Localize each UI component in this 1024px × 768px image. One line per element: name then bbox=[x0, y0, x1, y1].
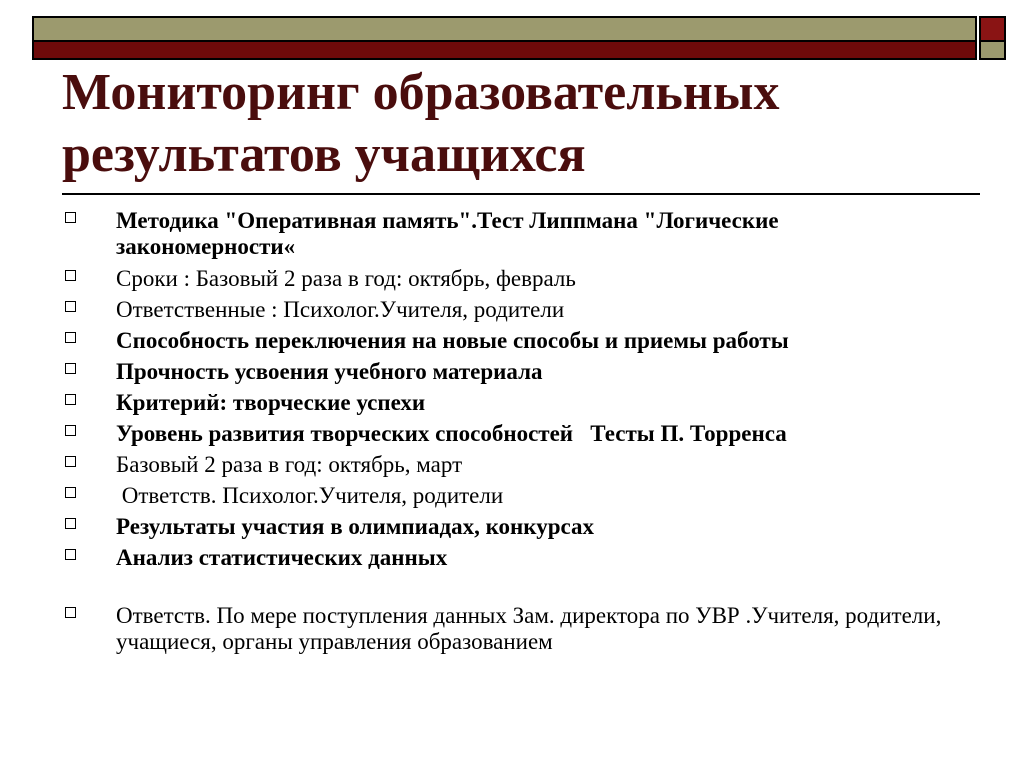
list-item bbox=[62, 514, 962, 540]
hollow-square-icon bbox=[65, 607, 76, 618]
hollow-square-icon bbox=[65, 549, 76, 560]
list-item-text: Анализ статистических данных bbox=[116, 545, 448, 570]
list-item-text: Критерий: творческие успехи bbox=[116, 390, 426, 415]
list-item bbox=[62, 603, 962, 655]
list-item-text: Способность переключения на новые способы и приемы работы bbox=[116, 328, 789, 353]
header-band-olive bbox=[32, 16, 977, 42]
list-item-text: Ответственные : Психолог.Учителя, родители bbox=[116, 297, 565, 322]
header-band-dark-red bbox=[32, 42, 977, 60]
hollow-square-icon bbox=[65, 487, 76, 498]
list-item-text: Ответств. Психолог.Учителя, родители bbox=[116, 483, 504, 508]
slide-title: Мониторинг образовательных результатов учащихся bbox=[62, 64, 780, 183]
list-item-text: Результаты участия в олимпиадах, конкурсах bbox=[116, 514, 594, 539]
hollow-square-icon bbox=[65, 394, 76, 405]
title-divider bbox=[62, 193, 980, 195]
list-item bbox=[62, 483, 962, 509]
bullet-list bbox=[62, 208, 962, 655]
list-item bbox=[62, 208, 962, 260]
list-item-text: Базовый 2 раза в год: октябрь, март bbox=[116, 452, 463, 477]
list-item bbox=[62, 390, 962, 416]
corner-square-olive bbox=[979, 42, 1006, 60]
list-item bbox=[62, 266, 962, 292]
list-item bbox=[62, 328, 962, 354]
hollow-square-icon bbox=[65, 363, 76, 374]
list-item bbox=[62, 297, 962, 323]
hollow-square-icon bbox=[65, 301, 76, 312]
hollow-square-icon bbox=[65, 425, 76, 436]
list-item bbox=[62, 421, 962, 447]
list-item bbox=[62, 545, 962, 571]
hollow-square-icon bbox=[65, 518, 76, 529]
hollow-square-icon bbox=[65, 456, 76, 467]
corner-square-red bbox=[979, 16, 1006, 42]
hollow-square-icon bbox=[65, 212, 76, 223]
hollow-square-icon bbox=[65, 270, 76, 281]
list-item-text: Ответств. По мере поступления данных Зам. директора по УВР .Учителя, родители, учащиеся, органы управления образованием bbox=[116, 603, 942, 654]
list-item-text: Сроки : Базовый 2 раза в год: октябрь, февраль bbox=[116, 266, 576, 291]
list-item-text: Прочность усвоения учебного материала bbox=[116, 359, 543, 384]
list-item bbox=[62, 359, 962, 385]
list-item bbox=[62, 452, 962, 478]
hollow-square-icon bbox=[65, 332, 76, 343]
list-item-text: Уровень развития творческих способностей Тесты П. Торренса bbox=[116, 421, 787, 446]
list-item-text: Методика "Оперативная память".Тест Липпмана "Логические закономерности« bbox=[116, 208, 779, 259]
